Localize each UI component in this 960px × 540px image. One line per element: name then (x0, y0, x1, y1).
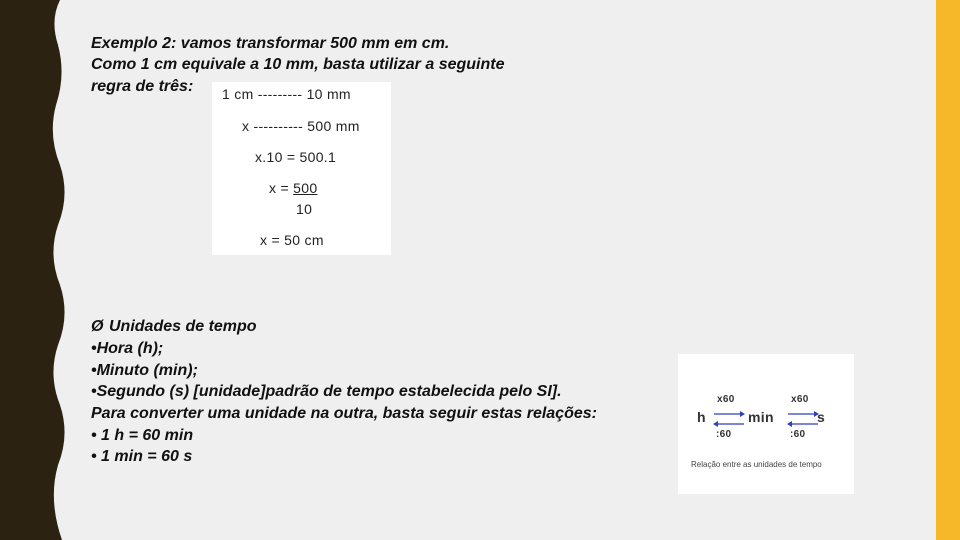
calc-row-4-denominator: 10 (296, 201, 313, 217)
calc-row-3: x.10 = 500.1 (255, 149, 337, 165)
unit-hour: h (697, 409, 706, 425)
multiply-label-1: x60 (717, 394, 735, 405)
calc-row-1: 1 cm --------- 10 mm (222, 86, 351, 102)
calc-row-5: x = 50 cm (260, 232, 324, 248)
list-item-hour: •Hora (h); (91, 340, 164, 357)
calc-row-4-numerator: 500 (293, 180, 318, 196)
calc-row-4-lhs: x = (269, 180, 294, 196)
diagram-caption: Relação entre as unidades de tempo (691, 460, 822, 469)
list-item-minute-equivalence: • 1 min = 60 s (91, 448, 193, 465)
example-line-2: Como 1 cm equivale a 10 mm, basta utilizar a seguinte (91, 56, 505, 73)
unit-second: s (817, 409, 826, 425)
calc-row-4 (269, 180, 317, 196)
example-line-3: regra de três: (91, 78, 194, 95)
decorative-left-band (0, 0, 72, 540)
divide-label-2: :60 (790, 429, 806, 440)
rule-of-three-calculation (212, 82, 391, 255)
calc-row-2: x ---------- 500 mm (242, 118, 360, 134)
time-units-heading-text: Unidades de tempo (109, 318, 257, 335)
unit-minute: min (748, 409, 774, 425)
accent-right-band (936, 0, 960, 540)
list-item-minute: •Minuto (min); (91, 362, 198, 379)
time-units-heading (91, 317, 257, 336)
list-item-hour-equivalence: • 1 h = 60 min (91, 427, 194, 444)
conversion-instructions: Para converter uma unidade na outra, basta seguir estas relações: (91, 405, 597, 422)
multiply-label-2: x60 (791, 394, 809, 405)
list-item-second: •Segundo (s) [unidade]padrão de tempo estabelecida pelo SI]. (91, 383, 562, 400)
example-title: Exemplo 2: vamos transformar 500 mm em cm. (91, 35, 450, 52)
divide-label-1: :60 (716, 429, 732, 440)
arrow-bullet-icon: Ø (91, 318, 104, 335)
time-conversion-diagram (678, 354, 854, 494)
